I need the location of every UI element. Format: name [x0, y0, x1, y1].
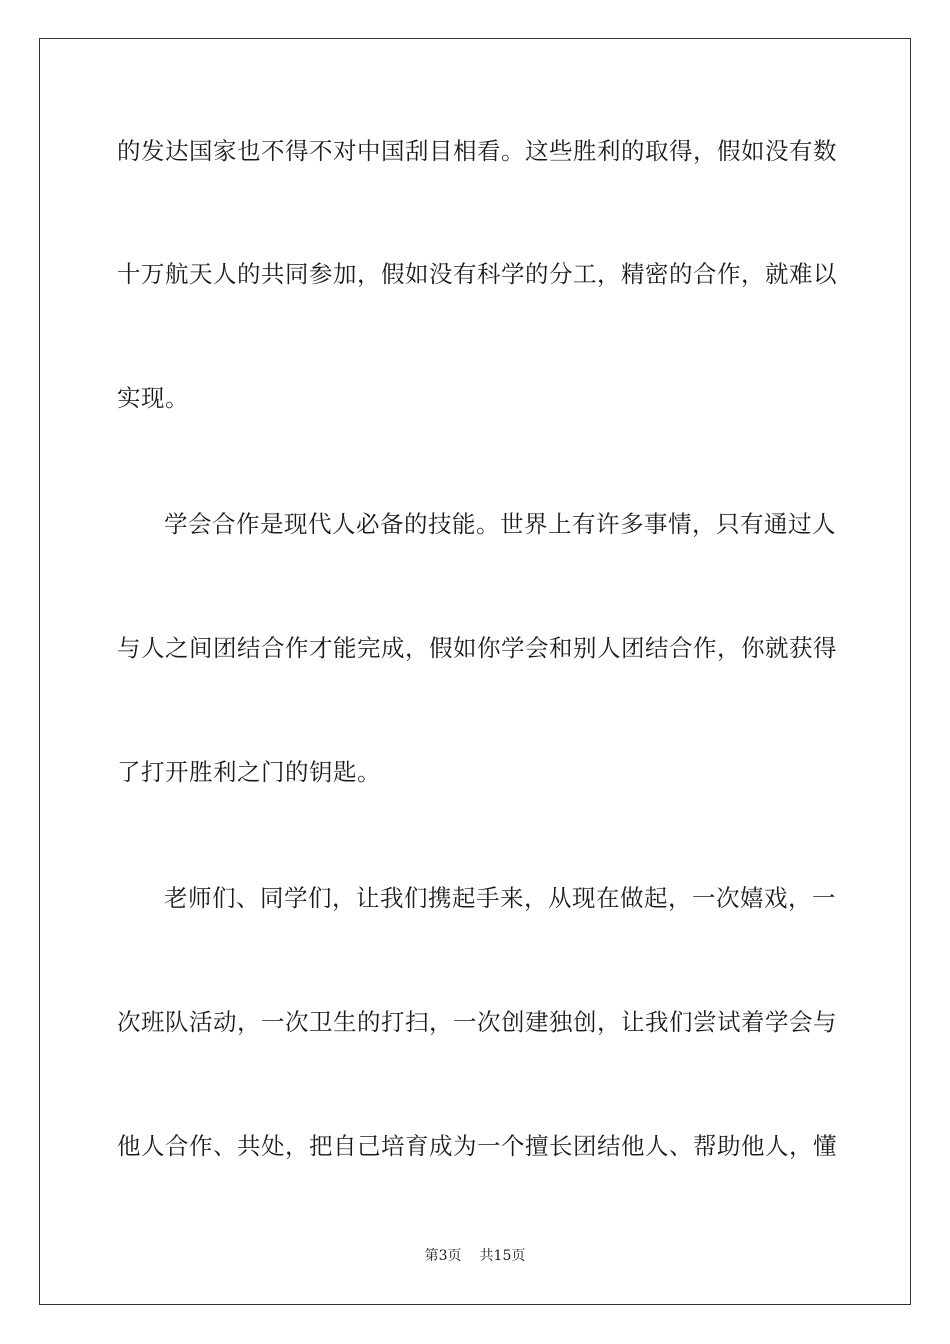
page-frame: [39, 38, 911, 1305]
text-line: 的发达国家也不得不对中国刮目相看。这些胜利的取得，假如没有数: [117, 137, 837, 165]
text-line: 与人之间团结合作才能完成，假如你学会和别人团结合作，你就获得: [117, 634, 837, 662]
page-footer: [0, 1246, 950, 1266]
text-line: 实现。: [117, 384, 189, 412]
text-line: 他人合作、共处，把自己培育成为一个擅长团结他人、帮助他人，懂: [117, 1132, 837, 1160]
text-line: 十万航天人的共同参加，假如没有科学的分工，精密的合作，就难以: [117, 260, 837, 288]
paragraph-first-line: 学会合作是现代人必备的技能。世界上有许多事情，只有通过人: [164, 510, 836, 538]
text-line: 次班队活动，一次卫生的打扫，一次创建独创，让我们尝试着学会与: [117, 1008, 837, 1036]
page-number: 第3页: [424, 1248, 462, 1264]
total-pages: 共15页: [479, 1248, 526, 1264]
text-line: 了打开胜利之门的钥匙。: [117, 758, 381, 786]
paragraph-first-line: 老师们、同学们，让我们携起手来，从现在做起，一次嬉戏，一: [164, 884, 836, 912]
